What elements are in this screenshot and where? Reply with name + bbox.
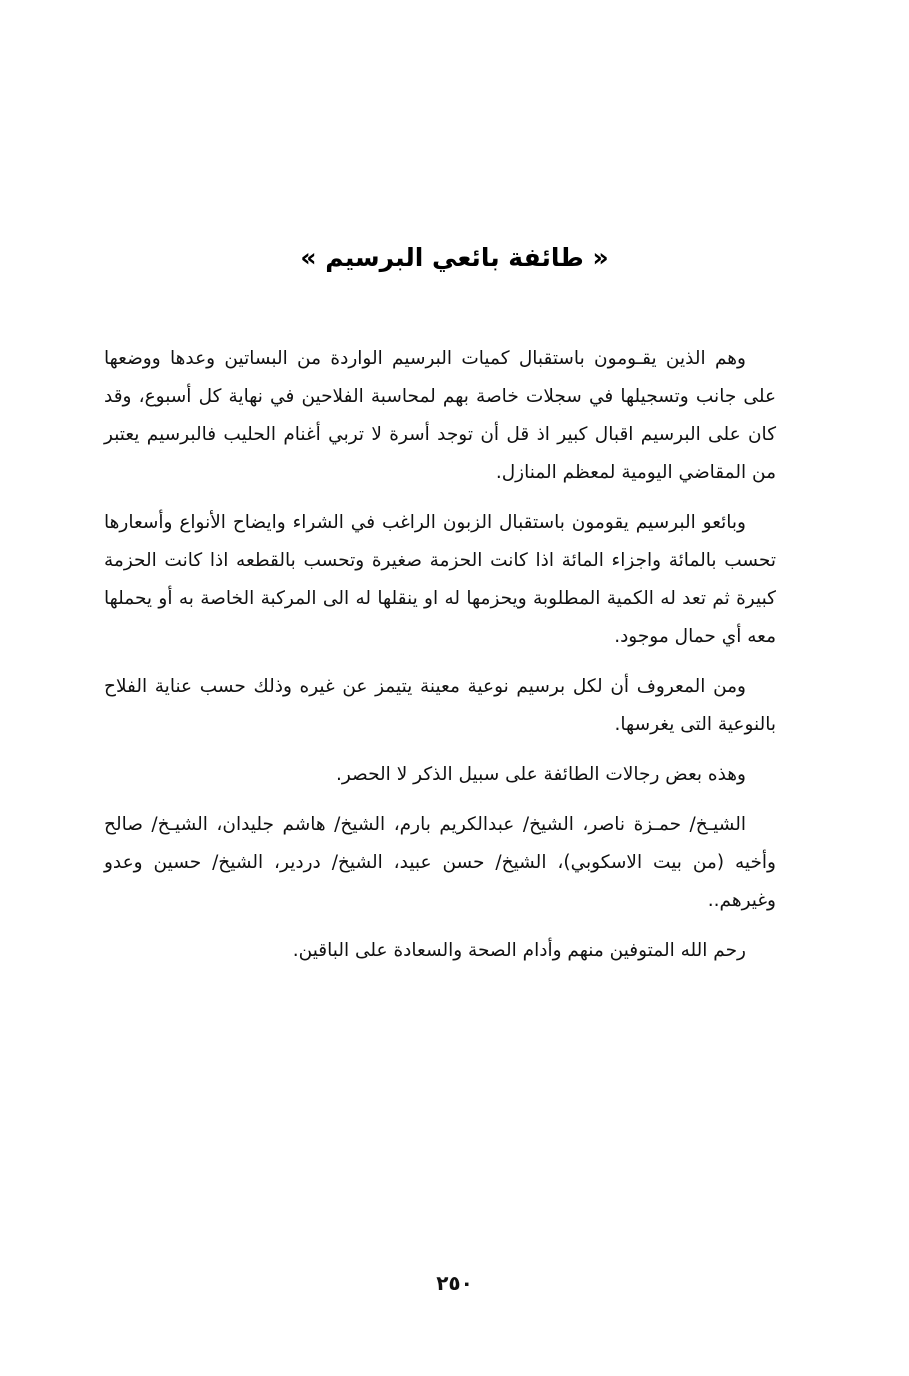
body-text [104,340,776,982]
paragraph-clover-sellers: وبائعو البرسيم يقومون باستقبال الزبون الراغب في الشراء وايضاح الأنواع وأسعارها تحسب بالمائة واجزاء المائة اذا كانت الحزمة صغيرة وتحسب بالقطعه اذا كانت الحزمة كبيرة ثم تعد له الكمية المطلوبة ويحزمها له او ينقلها له الى المركبة الخاصة به أو يحملها معه أي حمال موجود. [104,512,776,647]
paragraph-clover-receivers: وهم الذين يقـومون باستقبال كميات البرسيم الواردة من البساتين وعدها ووضعها على جانب وتسجيلها في سجلات خاصة بهم لمحاسبة الفلاحين في نهاية كل أسبوع، وقد كان على البرسيم اقبال كبير اذ قل أن توجد أسرة لا تربي أغنام الحليب فالبرسيم يعتبر من المقاضي اليومية لمعظم المنازل. [104,348,776,483]
paragraph-clover-quality: ومن المعروف أن لكل برسيم نوعية معينة يتيمز عن غيره وذلك حسب عناية الفلاح بالنوعية التى يغرسها. [104,676,776,735]
paragraph-closing-prayer: رحم الله المتوفين منهم وأدام الصحة والسعادة على الباقين. [292,940,746,961]
paragraph-men-list: الشيـخ/ حمـزة ناصر، الشيخ/ عبدالكريم بارم، الشيخ/ هاشم جليدان، الشيـخ/ صالح وأخيه (من بيت الاسكوبي)، الشيخ/ حسن عبيد، الشيخ/ دردير، الشيخ/ حسين وعدو وغيرهم.. [104,814,776,911]
page-number: ٢٥٠ [436,1271,473,1295]
paragraph-men-intro: وهذه بعض رجالات الطائفة على سبيل الذكر لا الحصر. [335,764,746,785]
page-title: « طائفة بائعي البرسيم » [300,243,609,272]
